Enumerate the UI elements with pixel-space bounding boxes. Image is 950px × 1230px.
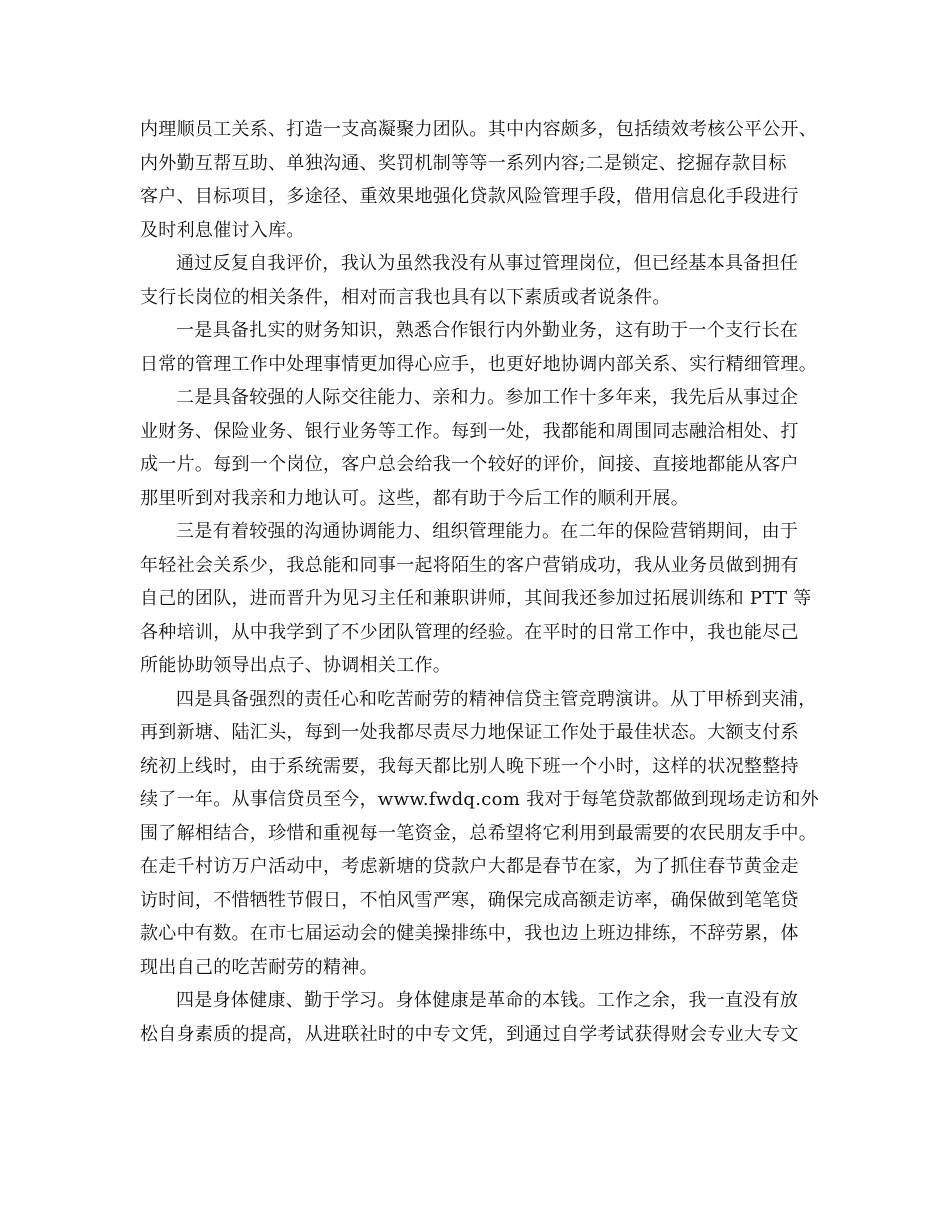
text-line: 现出自己的吃苦耐劳的精神。: [140, 956, 378, 978]
text-line: 二是具备较强的人际交往能力、亲和力。参加工作十多年来，我先后从事过企: [176, 387, 799, 408]
text-line: 四是具备强烈的责任心和吃苦耐劳的精神信贷主管竞聘演讲。从丁甲桥到夹浦，: [176, 688, 817, 710]
text-line: 内外勤互帮互助、单独沟通、奖罚机制等等一系列内容;二是锁定、挖掘存款目标: [140, 152, 787, 174]
text-line: 那里听到对我亲和力地认可。这些，都有助于今后工作的顺利开展。: [140, 487, 689, 509]
text-line: 在走千村访万户活动中，考虑新塘的贷款户大都是春节在家，为了抓住春节黄金走: [140, 856, 799, 877]
text-line: 各种培训，从中我学到了不少团队管理的经验。在平时的日常工作中，我也能尽己: [140, 621, 799, 643]
text-line: 一是具备扎实的财务知识，熟悉合作银行内外勤业务，这有助于一个支行长在: [176, 320, 799, 341]
text-line: 支行长岗位的相关条件，相对而言我也具有以下素质或者说条件。: [140, 286, 671, 308]
text-line: 客户、目标项目，多途径、重效果地强化贷款风险管理手段，借用信息化手段进行: [140, 186, 799, 207]
text-line: 年轻社会关系少，我总能和同事一起将陌生的客户营销成功，我从业务员做到拥有: [140, 554, 799, 576]
text-line: 围了解相结合，珍惜和重视每一笔资金，总希望将它利用到最需要的农民朋友手中。: [140, 822, 818, 844]
text-line: 三是有着较强的沟通协调能力、组织管理能力。在二年的保险营销期间，由于: [176, 521, 799, 542]
text-line: 四是身体健康、勤于学习。身体健康是革命的本钱。工作之余，我一直没有放: [176, 990, 799, 1011]
text-line: 访时间，不惜牺牲节假日，不怕风雪严寒，确保完成高额走访率，确保做到笔笔贷: [140, 889, 799, 911]
document-body: [140, 113, 830, 1051]
text-line: 成一片。每到一个岗位，客户总会给我一个较好的评价，间接、直接地都能从客户: [140, 454, 799, 475]
text-line: 再到新塘、陆汇头，每到一处我都尽责尽力地保证工作处于最佳状态。大额支付系: [140, 722, 799, 743]
text-line: 内理顺员工关系、打造一支高凝聚力团队。其中内容颇多，包括绩效考核公平公开、: [140, 119, 818, 140]
text-line: 统初上线时，由于系统需要，我每天都比别人晚下班一个小时，这样的状况整整持: [140, 755, 799, 777]
text-line: 日常的管理工作中处理事情更加得心应手，也更好地协调内部关系、实行精细管理。: [140, 353, 818, 375]
text-line: 通过反复自我评价，我认为虽然我没有从事过管理岗位，但已经基本具备担任: [176, 253, 799, 274]
text-line: 续了一年。从事信贷员至今，www.fwdq.com 我对于每笔贷款都做到现场走访和外: [140, 789, 819, 810]
text-line: 及时利息催讨入库。: [140, 219, 305, 241]
text-line: 款心中有数。在市七届运动会的健美操排练中，我也边上班边排练，不辞劳累，体: [140, 923, 799, 944]
text-line: 所能协助领导出点子、协调相关工作。: [140, 655, 452, 676]
text-line: 自己的团队，进而晋升为见习主任和兼职讲师，其间我还参加过拓展训练和 PTT 等: [140, 588, 812, 609]
text-line: 松自身素质的提高，从进联社时的中专文凭，到通过自学考试获得财会专业大专文: [140, 1023, 799, 1045]
text-line: 业财务、保险业务、银行业务等工作。每到一处，我都能和周围同志融洽相处、打: [140, 420, 799, 442]
